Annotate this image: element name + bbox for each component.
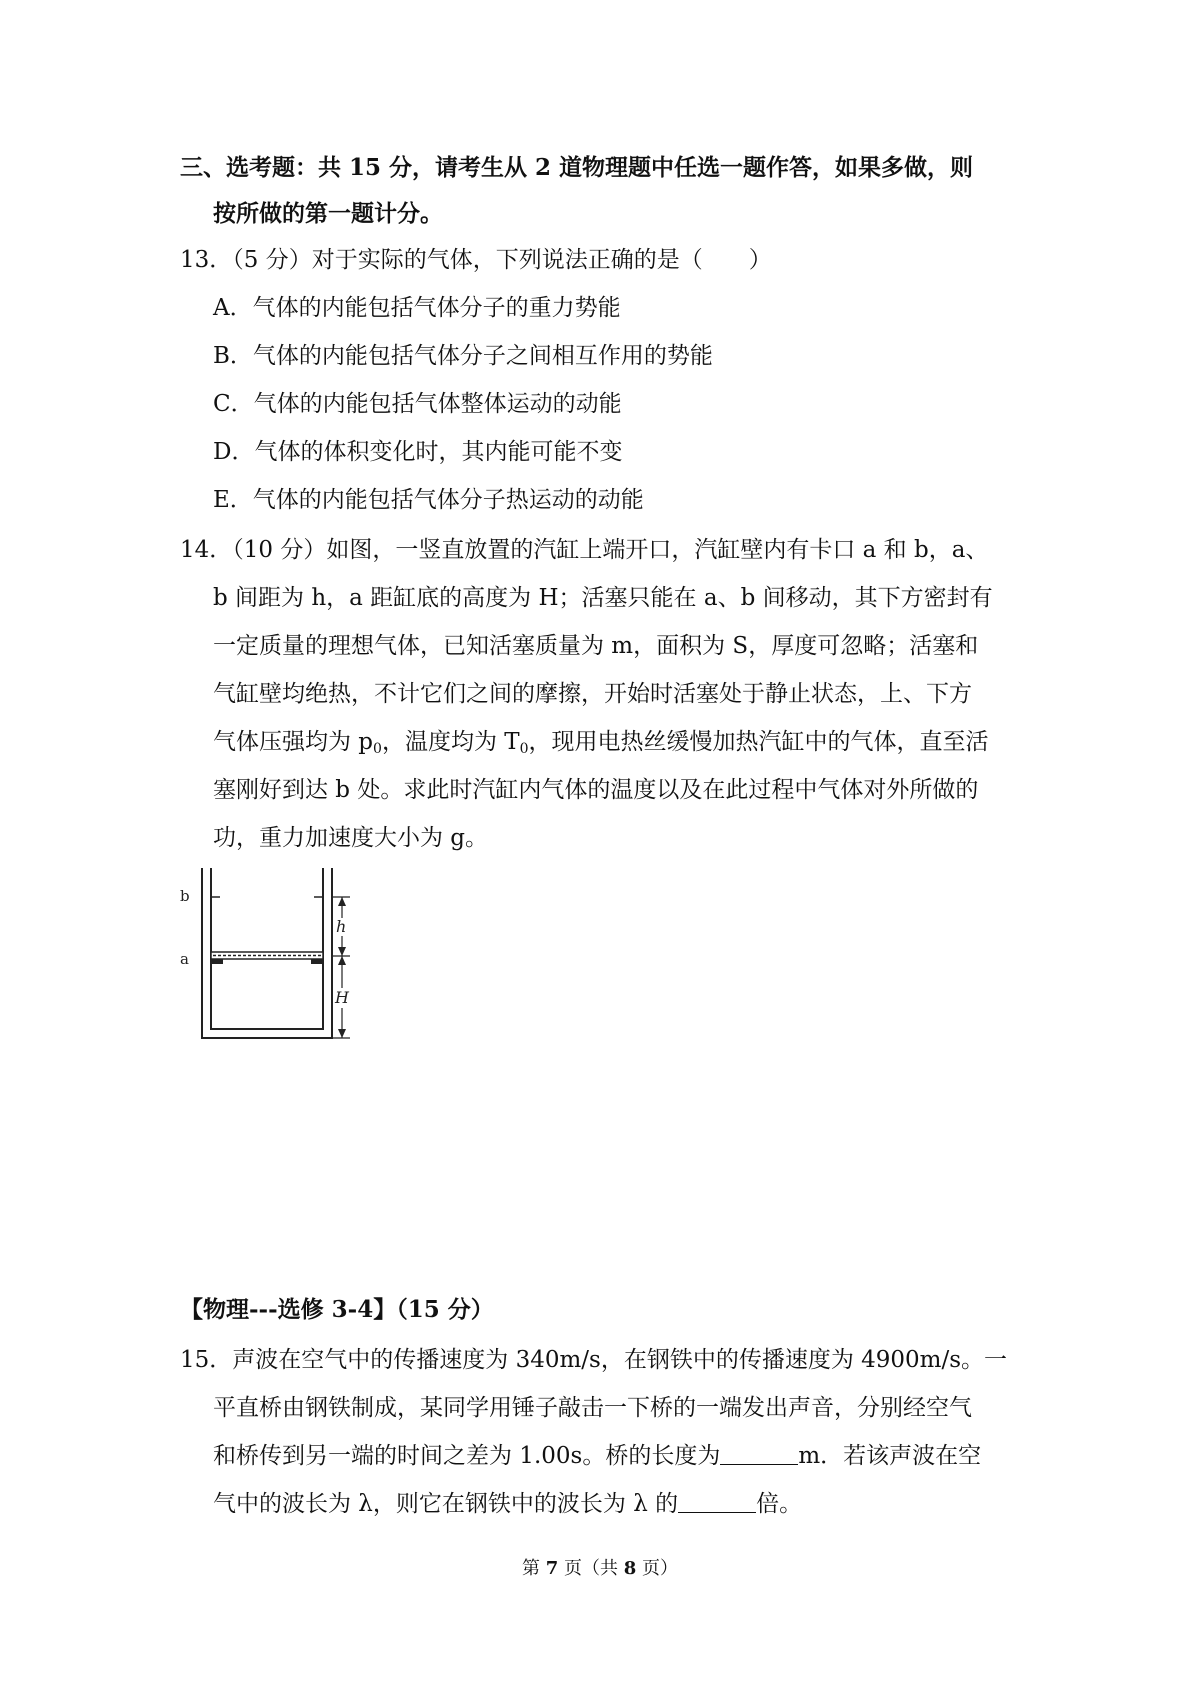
q15-line-1: 15．声波在空气中的传播速度为 340m/s，在钢铁中的传播速度为 4900m/s。一 — [180, 1347, 1008, 1373]
q14-line-5 — [213, 726, 989, 765]
q15-line-4-part-a: 气中的波长为 λ，则它在钢铁中的波长为 λ 的 — [213, 1491, 679, 1517]
q14-line-2: b 间距为 h，a 距缸底的高度为 H；活塞只能在 a、b 间移动，其下方密封有 — [213, 585, 993, 611]
q13-option-d: D．气体的体积变化时，其内能可能不变 — [213, 439, 623, 465]
q13-option-a: A．气体的内能包括气体分子的重力势能 — [213, 295, 621, 321]
label-h: h — [336, 917, 347, 936]
p0-subscript: 0 — [373, 741, 382, 757]
q13-option-e: E．气体的内能包括气体分子热运动的动能 — [213, 487, 644, 513]
section-heading-line-2: 按所做的第一题计分。 — [213, 200, 443, 227]
q14-line-7: 功，重力加速度大小为 g。 — [213, 825, 489, 851]
q14-line-3: 一定质量的理想气体，已知活塞质量为 m，面积为 S，厚度可忽略；活塞和 — [213, 633, 979, 659]
q14-line-4: 气缸壁均绝热，不计它们之间的摩擦，开始时活塞处于静止状态，上、下方 — [213, 681, 972, 707]
piston — [211, 952, 323, 959]
q15-line-3-part-a: 和桥传到另一端的时间之差为 1.00s。桥的长度为 — [213, 1443, 721, 1469]
q13-option-c: C．气体的内能包括气体整体运动的动能 — [213, 391, 622, 417]
footer-prefix: 第 — [522, 1558, 546, 1579]
q15-line-2: 平直桥由钢铁制成，某同学用锤子敲击一下桥的一端发出声音，分别经空气 — [213, 1395, 972, 1421]
section-heading-line-1: 三、选考题：共 15 分，请考生从 2 道物理题中任选一题作答，如果多做，则 — [180, 154, 974, 181]
cylinder-inner-wall — [211, 868, 323, 1029]
q14-line-5-part-c: ，现用电热丝缓慢加热汽缸中的气体，直至活 — [528, 729, 989, 755]
q14-line-1: 14．（10 分）如图，一竖直放置的汽缸上端开口，汽缸壁内有卡口 a 和 b，a、 — [180, 537, 989, 563]
q14-line-6: 塞刚好到达 b 处。求此时汽缸内气体的温度以及在此过程中气体对外所做的 — [213, 777, 979, 803]
footer-total-pages: 8 — [623, 1558, 637, 1579]
label-a: a — [180, 950, 189, 968]
wavelength-ratio-blank[interactable] — [678, 1490, 756, 1513]
cylinder-figure — [180, 868, 370, 1048]
footer-suffix: 页） — [636, 1558, 678, 1579]
label-b: b — [180, 887, 190, 905]
footer-page-number: 7 — [545, 1558, 559, 1579]
t0-subscript: 0 — [519, 741, 529, 757]
label-H: H — [335, 988, 349, 1007]
section-34-heading: 【物理---选修 3-4】（15 分） — [180, 1296, 494, 1323]
q14-line-5-part-a: 气体压强均为 p — [213, 729, 374, 755]
page-footer — [0, 1556, 1200, 1582]
bridge-length-blank[interactable] — [720, 1442, 798, 1465]
q15-line-3-part-b: m．若该声波在空 — [798, 1443, 982, 1469]
q15-line-4-part-b: 倍。 — [756, 1491, 803, 1517]
q13-option-b: B．气体的内能包括气体分子之间相互作用的势能 — [213, 343, 713, 369]
footer-middle: 页（共 — [558, 1558, 624, 1579]
q13-stem: 13．（5 分）对于实际的气体，下列说法正确的是（ ） — [180, 247, 772, 273]
q15-line-4 — [213, 1488, 802, 1520]
q15-line-3 — [213, 1440, 981, 1472]
q14-line-5-part-b: ，温度均为 T — [381, 729, 520, 755]
